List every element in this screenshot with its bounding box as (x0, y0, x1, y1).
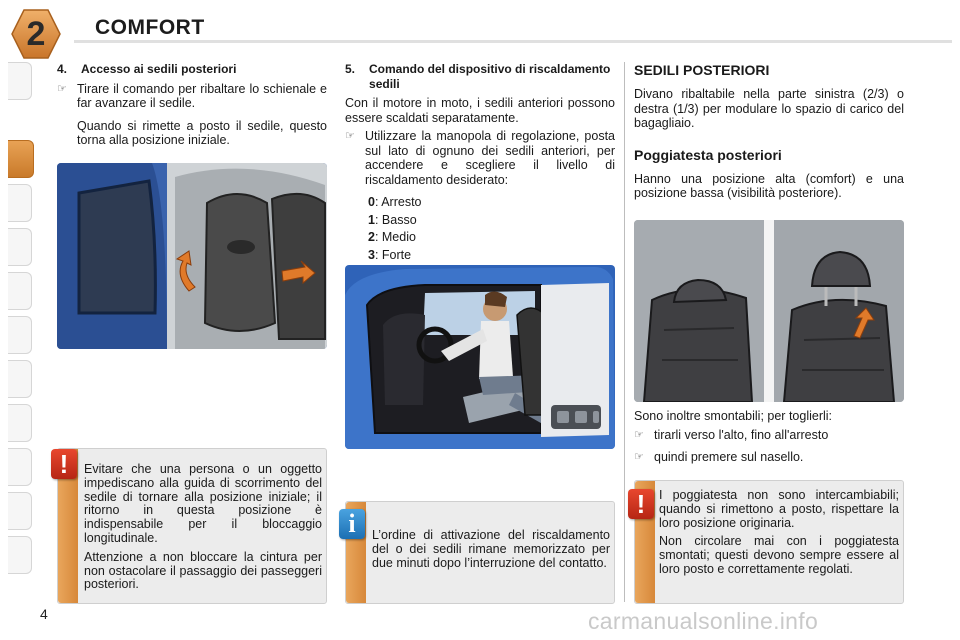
instruction-item (634, 428, 904, 447)
chapter-tab-1[interactable] (8, 62, 32, 100)
instruction-item (345, 129, 615, 191)
level-number: 0 (368, 195, 375, 209)
chapter-tab-6[interactable] (8, 316, 32, 354)
section-title: SEDILI POSTERIORI (634, 62, 770, 78)
subsection-title: Poggiatesta posteriori (634, 146, 782, 163)
info-icon: i (339, 509, 365, 539)
instruction-item (634, 450, 904, 469)
warning-icon: ! (628, 489, 654, 519)
seat-heating-section (345, 62, 615, 265)
instruction-item (57, 82, 327, 115)
warning-box-headrests (634, 480, 904, 604)
page-title: COMFORT (95, 16, 205, 39)
chapter-tab-9[interactable] (8, 448, 32, 486)
level-label: : Basso (374, 212, 417, 227)
chapter-tab-7[interactable] (8, 360, 32, 398)
instruction-text: Utilizzare la manopola di regolazione, posta sul lato di ognuno dei sedili anteriori, per accendere e scegliere il livello di riscaldamento desiderato: (365, 129, 615, 187)
level-number: 2 (368, 230, 375, 244)
step-number: 5. (345, 62, 356, 76)
intro-paragraph: Con il motore in moto, i sedili anteriori possono essere scaldati separatamente. (345, 96, 615, 125)
instruction-text: Tirare il comando per ribaltare lo schienale e far avanzare il sedile. (77, 81, 327, 110)
heating-level-item (345, 230, 615, 245)
level-label: : Medio (374, 230, 416, 244)
chapter-tabs (8, 62, 34, 582)
chapter-tab-4[interactable] (8, 228, 32, 266)
rear-seats-section (634, 62, 904, 205)
step-number: 4. (57, 62, 68, 76)
heating-level-item (345, 213, 615, 228)
warning-icon: ! (51, 449, 77, 479)
chapter-number: 2 (26, 15, 46, 53)
heating-level-item (345, 195, 615, 210)
chapter-tab-11[interactable] (8, 536, 32, 574)
info-box-heating-memory (345, 501, 615, 604)
warning-paragraph-1: I poggiatesta non sono intercambiabili; quando si rimettono a posto, rispettare la loro posizione originaria. (659, 488, 899, 530)
pointing-hand-icon: ☞ (57, 82, 67, 95)
heating-levels-list (345, 195, 615, 262)
paragraph: Quando si rimette a posto il sedile, questo torna alla posizione iniziale. (77, 118, 327, 147)
watermark: carmanualsonline.info (588, 608, 819, 634)
seat-heating-photo (345, 265, 615, 449)
info-text: L’ordine di attivazione del riscaldamento del o dei sedili rimane memorizzato per due minuti dopo l’interruzione del contatto. (372, 528, 610, 570)
level-number: 3 (368, 247, 375, 262)
level-label: : Arresto (374, 195, 422, 209)
section-heading: Comando del dispositivo di riscaldamento sedili (369, 62, 611, 91)
level-number: 1 (368, 212, 375, 227)
rear-headrests-photo (634, 220, 904, 402)
pointing-hand-icon: ☞ (345, 130, 355, 142)
rear-seat-access-photo (57, 163, 327, 349)
level-label: : Forte (374, 247, 412, 262)
page-number: 4 (40, 606, 48, 622)
warning-paragraph-2: Non circolare mai con i poggiatesta smontati; questi devono sempre essere al loro posto e correttamente regolati. (659, 534, 899, 576)
chapter-tab-2-active[interactable] (8, 140, 34, 178)
warning-paragraph-2: Attenzione a non bloccare la cintura per non ostacolare il passaggio dei passeggeri posteriori. (84, 549, 322, 592)
rear-seat-access-section (57, 62, 327, 152)
intro-paragraph: Divano ribaltabile nella parte sinistra (2/3) o destra (1/3) per modulare lo spazio di carico del bagagliaio. (634, 87, 904, 130)
instruction-text: tirarli verso l'alto, fino all'arresto (654, 427, 829, 442)
heating-level-item (345, 248, 615, 263)
warning-box-rear-seat (57, 448, 327, 604)
headrest-removal-section (634, 409, 904, 473)
chapter-tab-8[interactable] (8, 404, 32, 442)
chapter-tab-3[interactable] (8, 184, 32, 222)
pointing-hand-icon: ☞ (634, 428, 644, 441)
removal-intro: Sono inoltre smontabili; per toglierli: (634, 409, 833, 423)
column-divider (624, 62, 625, 602)
chapter-tab-5[interactable] (8, 272, 32, 310)
chapter-tab-10[interactable] (8, 492, 32, 530)
header-rule (74, 40, 952, 43)
pointing-hand-icon: ☞ (634, 451, 644, 463)
instruction-text: quindi premere sul nasello. (654, 450, 804, 464)
warning-paragraph-1: Evitare che una persona o un oggetto impediscano alla guida di scorrimento del sedile di tornare alla posizione iniziale; il ritorno in questa posizione è indispensabile per il bloccaggio longitudinale. (84, 462, 322, 545)
section-heading: Accesso ai sedili posteriori (81, 62, 237, 76)
headrest-description: Hanno una posizione alta (comfort) e una posizione bassa (visibilità posteriore). (634, 171, 904, 200)
